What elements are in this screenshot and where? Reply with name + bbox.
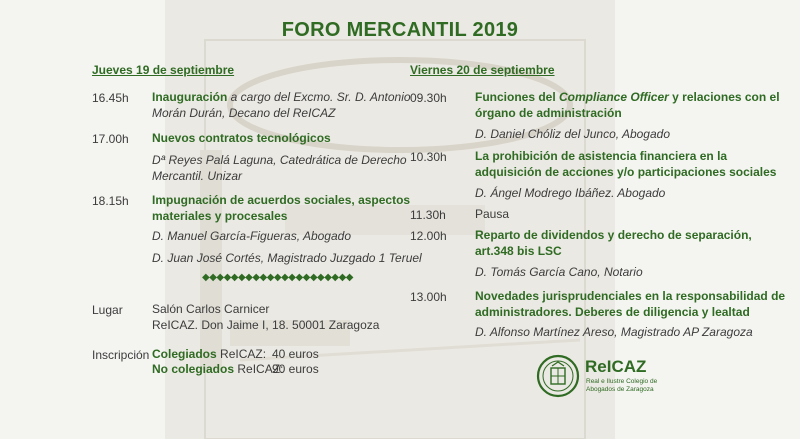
day1-session3-time: 18.15h (92, 194, 129, 208)
registration-label: Inscripción (92, 348, 150, 362)
day2-break: Pausa (475, 207, 510, 221)
day2-session2-title: La prohibición de asistencia financiera en la adquisición de acciones y/o participaciones sociales (475, 149, 777, 179)
logo-subtitle: Real e Ilustre Colegio de Abogados de Zaragoza (586, 378, 658, 393)
venue-label: Lugar (92, 303, 123, 317)
logo-name: ReICAZ (585, 357, 647, 376)
day2-session4-title: Reparto de dividendos y derecho de separación, art.348 bis LSC (475, 228, 752, 258)
day2-session5-time: 13.00h (410, 290, 447, 304)
day1-session2-speaker: Dª Reyes Palá Laguna, Catedrática de Derecho Mercantil. Unizar (152, 153, 407, 183)
day1-session3-speaker-b: D. Juan José Cortés, Magistrado Juzgado 1 Teruel (152, 251, 422, 265)
day1-session3-title: Impugnación de acuerdos sociales, aspectos materiales y procesales (152, 193, 411, 223)
day2-heading: Viernes 20 de septiembre (410, 63, 555, 77)
inauguration-label: Inauguración (152, 90, 228, 104)
inauguration-text: a cargo del Excmo. Sr. D. Antonio (227, 90, 411, 104)
day2-session1-time: 09.30h (410, 91, 447, 105)
day2-session5-title: Novedades jurisprudenciales en la responsabilidad de administradores. Deberes de diligencia y lealtad (475, 289, 786, 319)
day1-session3-speaker-a: D. Manuel García-Figueras, Abogado (152, 229, 351, 243)
registration-row-nonmembers: No colegiados ReICAZ: (152, 362, 284, 376)
day1-heading: Jueves 19 de septiembre (92, 63, 235, 77)
day2-session4-time: 12.00h (410, 229, 447, 243)
day2-session4-speaker: D. Tomás García Cano, Notario (475, 265, 643, 279)
day2-session2-time: 10.30h (410, 150, 447, 164)
day1-session1-title (152, 90, 411, 121)
day2-session1-speaker: D. Daniel Chóliz del Junco, Abogado (475, 127, 671, 141)
day2-session3-time: 11.30h (410, 208, 446, 222)
page-title: FORO MERCANTIL 2019 (281, 19, 519, 41)
inauguration-text-line2: Morán Durán, Decano del ReICAZ (152, 105, 336, 120)
reicaz-seal-icon (536, 353, 580, 399)
registration-row-members: Colegiados ReICAZ: (152, 347, 267, 361)
registration-price-members: 40 euros (272, 347, 319, 361)
day2-session5-speaker: D. Alfonso Martínez Areso, Magistrado AP Zaragoza (475, 325, 753, 339)
day1-session2-time: 17.00h (92, 132, 129, 146)
day1-session2-title: Nuevos contratos tecnológicos (152, 131, 331, 145)
day2-session1-title: Funciones del Compliance Officer y relaciones con el órgano de administración (475, 90, 780, 120)
day1-session1-time: 16.45h (92, 91, 129, 105)
day2-session2-speaker: D. Ángel Modrego Ibáñez. Abogado (475, 186, 666, 200)
registration-price-nonmembers: 90 euros (272, 362, 319, 376)
venue-address: Salón Carlos Carnicer ReICAZ. Don Jaime I, 18. 50001 Zaragoza (152, 302, 380, 332)
section-separator: ◆◆◆◆◆◆◆◆◆◆◆◆◆◆◆◆◆◆◆◆◆ (202, 272, 353, 283)
